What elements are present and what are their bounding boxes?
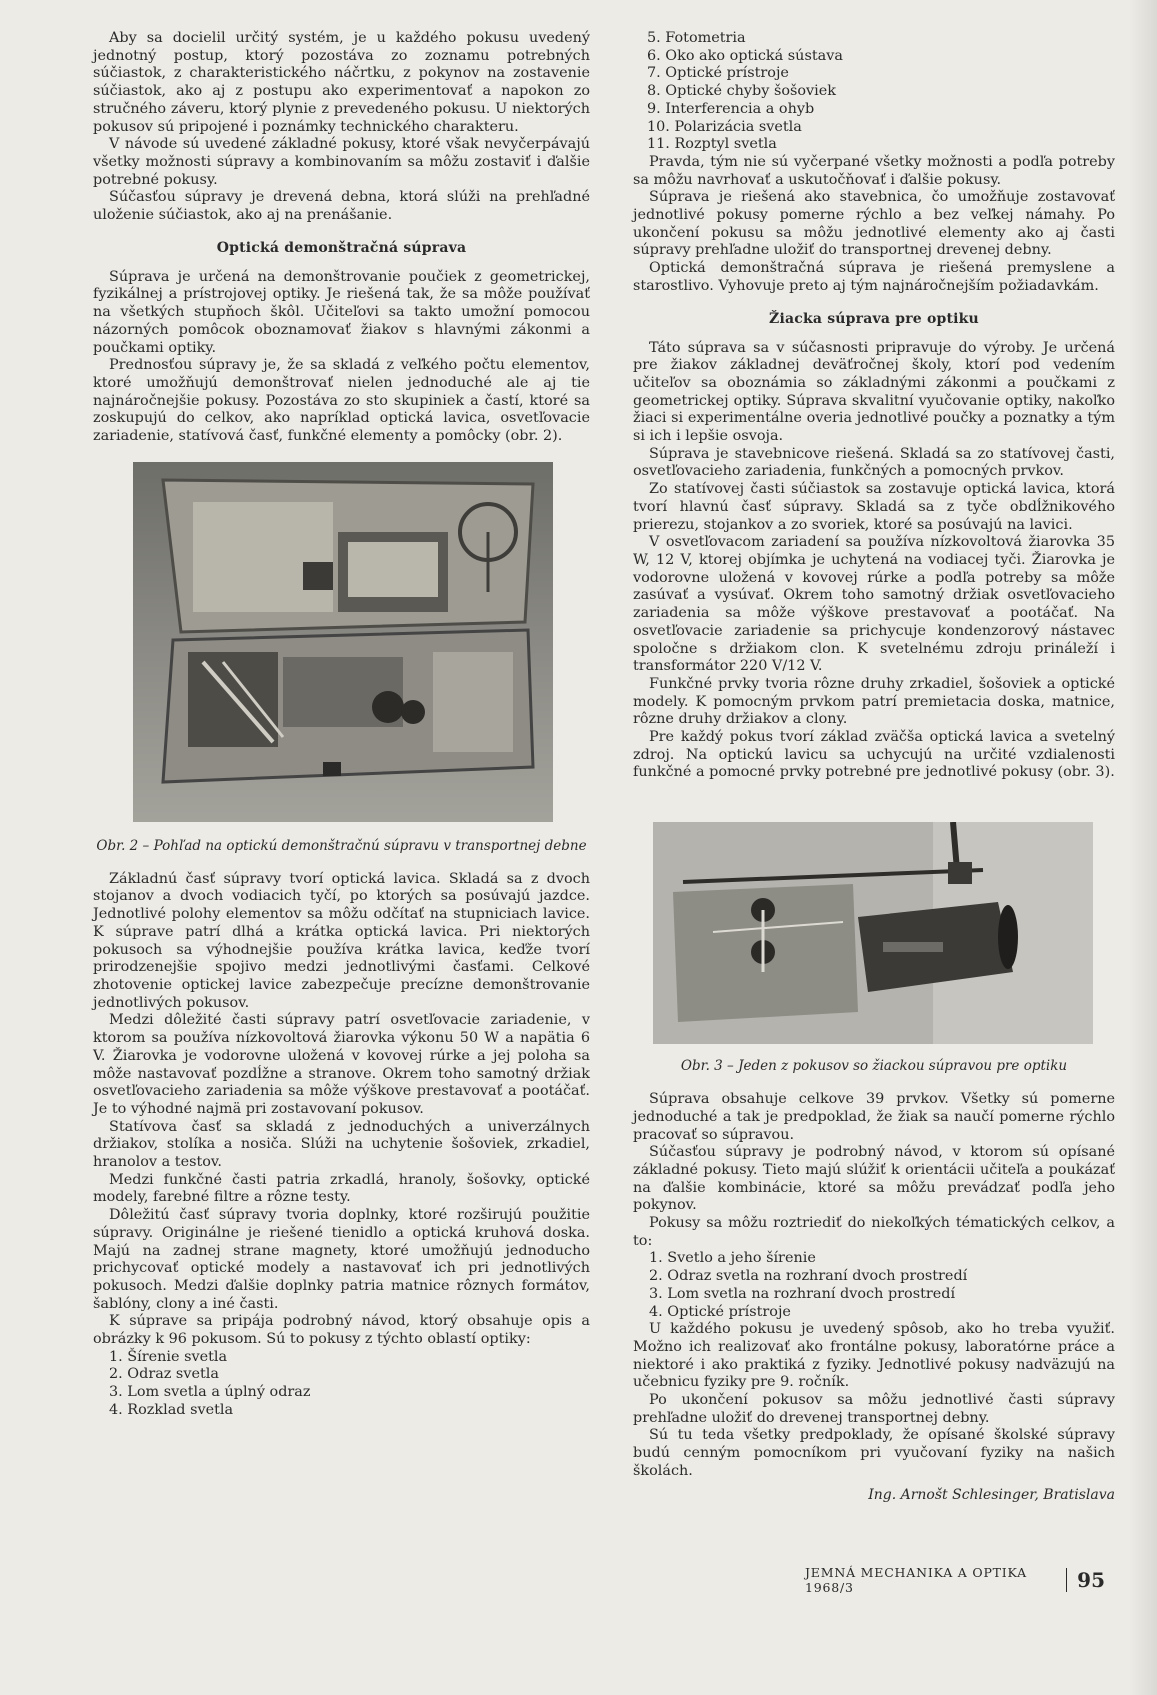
list-item: 4. Rozklad svetla: [109, 1401, 234, 1418]
footer-divider: [1066, 1568, 1067, 1592]
author-signature: Ing. Arnošt Schlesinger, Bratislava: [868, 1486, 1115, 1503]
body-paragraph: Pokusy sa môžu roztriediť do niekoľkých tématických celkov, a to:: [633, 1215, 1115, 1249]
list-item: 3. Lom svetla na rozhraní dvoch prostredí: [649, 1285, 956, 1302]
list-item: 3. Lom svetla a úplný odraz: [109, 1384, 311, 1401]
body-paragraph: Táto súprava sa v súčasnosti pripravuje do výroby. Je určená pre žiakov základnej deväťročnej školy, ktorí pod vedením učiteľov sa oboznámia so základnými zákonmi a poučkami z geometrickej optiky. Súprava skvalitní vyučovanie optiky, nakoľko žiaci si experimentálne overia jednotlivé poučky a poznatky a tým si ich i lepšie osvoja.: [633, 339, 1115, 445]
body-paragraph: Súprava obsahuje celkove 39 prvkov. Všetky sú pomerne jednoduché a tak je predpoklad, že žiak sa naučí pomerne rýchlo pracovať so súpravou.: [633, 1091, 1115, 1143]
body-paragraph: K súprave sa pripája podrobný návod, ktorý obsahuje opis a obrázky k 96 pokusom. Sú to pokusy z týchto oblastí optiky:: [93, 1313, 590, 1348]
body-paragraph: Prednosťou súpravy je, že sa skladá z veľkého počtu elementov, ktoré umožňujú demonštrovať nielen jednoduché ale aj tie najnáročnejšie pokusy. Pozostáva zo sto skupiniek a častí, ktoré sa zoskupujú do celkov, ako napríklad optická lavica, osvetľovacie zariadenie, statívová časť, funkčné elementy a pomôcky (obr. 2).: [93, 357, 590, 445]
intro-paragraph: V návode sú uvedené základné pokusy, ktoré však nevyčerpávajú všetky možnosti súpravy a kombinovaním sa môžu zostaviť i ďalšie potrebné pokusy.: [93, 136, 590, 188]
journal-name: JEMNÁ MECHANIKA A OPTIKA 1968/3: [805, 1565, 1027, 1595]
page-edge-shadow: [1129, 0, 1157, 1695]
intro-paragraph: Aby sa docielil určitý systém, je u každého pokusu uvedený jednotný postup, ktorý pozostáva zo zoznamu potrebných súčiastok, z charakteristického náčrtku, z pokynov na zostavenie súčiastok, ako aj z postupu ako experimentovať a napokon zo stručného záveru, ktorý plynie z prevedeného pokusu. U niektorých pokusov sú pripojené i poznámky technického charakteru.: [93, 30, 590, 135]
list-item: 1. Svetlo a jeho šírenie: [649, 1250, 816, 1267]
list-item: 1. Šírenie svetla: [109, 1348, 228, 1365]
figure-3: [633, 822, 1115, 1075]
right-column: [633, 30, 1115, 1503]
list-item: 5. Fotometria: [647, 30, 746, 46]
photo-optical-kit-in-crate: [133, 462, 553, 822]
body-paragraph: Pre každý pokus tvorí základ zväčša optická lavica a svetelný zdroj. Na optickú lavicu sa uchycujú na určité vzdialenosti funkčné a pomocné prvky potrebné pre jednotlivé pokusy (obr. 3).: [633, 729, 1115, 781]
list-item: 8. Optické chyby šošoviek: [647, 83, 837, 100]
body-paragraph: U každého pokusu je uvedený spôsob, ako ho treba využiť. Možno ich realizovať ako frontálne pokusy, laboratórne práce a niektoré i ako praktiká z fyziky. Jednotlivé pokusy nadväzujú na učebnicu fyziky pre 9. ročník.: [633, 1321, 1115, 1391]
list-item: 2. Odraz svetla na rozhraní dvoch prostredí: [649, 1268, 968, 1285]
body-paragraph: Súprava je stavebnicove riešená. Skladá sa zo statívovej časti, osvetľovacieho zariadenia, funkčných a pomocných prvkov.: [633, 445, 1115, 480]
list-item: 2. Odraz svetla: [109, 1366, 219, 1383]
section-heading-student-kit: Žiacka súprava pre optiku: [769, 310, 979, 327]
page-footer: [805, 1565, 1105, 1595]
list-item: 4. Optické prístroje: [649, 1303, 791, 1320]
body-paragraph: Súčasťou súpravy je podrobný návod, v ktorom sú opísané základné pokusy. Tieto majú slúžiť k orientácii učiteľa a poukázať na ďalšie kombinácie, ktoré sa môžu prevádzať podľa jeho pokynov.: [633, 1144, 1115, 1214]
body-paragraph: Funkčné prvky tvoria rôzne druhy zrkadiel, šošoviek a optické modely. K pomocným prvkom patrí premietacia doska, matnice, rôzne druhy držiakov a clony.: [633, 675, 1115, 728]
photo-student-experiment: [653, 822, 1093, 1044]
list-item: 10. Polarizácia svetla: [647, 118, 802, 135]
optics-topics-list: [93, 1349, 590, 1420]
body-paragraph: Po ukončení pokusov sa môžu jednotlivé časti súpravy prehľadne uložiť do drevenej transportnej debny.: [633, 1392, 1115, 1426]
body-paragraph: Medzi funkčné časti patria zrkadlá, hranoly, šošovky, optické modely, farebné filtre a rôzne testy.: [93, 1171, 590, 1206]
optics-topics-list-continued: [633, 30, 1115, 154]
body-paragraph: Medzi dôležité časti súpravy patrí osvetľovacie zariadenie, v ktorom sa používa nízkovoltová žiarovka výkonu 50 W a napätia 6 V. Žiarovka je vodorovne uložená v kovovej rúrke a jej poloha sa môže nastavovať pozdĺžne a stranove. Okrem toho samotný držiak osvetľovacieho zariadenia sa môže výškove prestavovať a pootáčať. Je to výhodné najmä pri zostavovaní pokusov.: [93, 1012, 590, 1117]
intro-paragraph: Súčasťou súpravy je drevená debna, ktorá slúži na prehľadné uloženie súčiastok, ako aj na prenášanie.: [93, 189, 590, 224]
figure-3-caption: Obr. 3 – Jeden z pokusov so žiackou súpravou pre optiku: [680, 1058, 1068, 1075]
body-paragraph: Zo statívovej časti súčiastok sa zostavuje optická lavica, ktorá tvorí hlavnú časť súpravy. Skladá sa z tyče obdĺžnikového prierezu, stojankov a zo svoriek, ktoré sa posúvajú na lavici.: [633, 481, 1115, 533]
figure-2-caption: Obr. 2 – Pohľad na optickú demonštračnú súpravu v transportnej debne: [96, 837, 587, 854]
body-paragraph: Statívova časť sa skladá z jednoduchých a univerzálnych držiakov, stolíka a nosiča. Slúži na uchytenie šošoviek, zrkadiel, hranolov a testov.: [93, 1118, 590, 1171]
body-paragraph: V osvetľovacom zariadení sa používa nízkovoltová žiarovka 35 W, 12 V, ktorej objímka je uchytená na vodiacej tyči. Žiarovka je vodorovne uložená v kovovej rúrke a podľa potreby sa môže zasúvať a vysúvať. Okrem toho samotný držiak osvetľovacieho zariadenia sa môže výškove prestavovať a pootáčať. Na osvetľovacie zariadenie sa prichycuje kondenzorový nástavec spoločne s držiakom clon. K svetelnému zdroju prináleží i transformátor 220 V/12 V.: [633, 534, 1115, 675]
themes-list: [633, 1250, 1115, 1321]
body-paragraph: Základnú časť súpravy tvorí optická lavica. Skladá sa z dvoch stojanov a dvoch vodiacich tyčí, po ktorých sa posúvajú jazdce. Jednotlivé polohy elementov sa môžu odčítať na stupniciach lavice. K súprave patrí dlhá a krátka optická lavica. Pri niektorých pokusoch sa výhodnejšie používa krátka lavica, keďže tvorí prirodzenejšie spojivo medzi jednotlivými časťami. Celkové zhotovenie optickej lavice zabezpečuje precízne demonštrovanie jednotlivých pokusov.: [93, 870, 590, 1011]
left-column: [93, 30, 590, 1420]
list-item: 9. Interferencia a ohyb: [647, 100, 815, 117]
list-item: 7. Optické prístroje: [647, 65, 789, 82]
body-paragraph: Súprava je určená na demonštrovanie poučiek z geometrickej, fyzikálnej a prístrojovej optiky. Je riešená tak, že sa môže používať na všetkých stupňoch škôl. Učiteľovi sa takto umožní pomocou názorných pomôcok oboznamovať žiakov s hlavnými zákonmi a poučkami optiky.: [93, 268, 590, 356]
section-heading-demo-kit: Optická demonštračná súprava: [216, 239, 467, 256]
figure-2: [93, 462, 590, 855]
body-paragraph: Pravda, tým nie sú vyčerpané všetky možnosti a podľa potreby sa môžu navrhovať a uskutočňovať i ďalšie pokusy.: [633, 153, 1115, 188]
page-number: 95: [1077, 1568, 1105, 1592]
list-item: 6. Oko ako optická sústava: [647, 47, 843, 64]
body-paragraph: Súprava je riešená ako stavebnica, čo umožňuje zostavovať jednotlivé pokusy pomerne rýchlo a bez veľkej námahy. Po ukončení pokusu sa môžu jednotlivé elementy ako aj časti súpravy prehľadne uložiť do transportnej drevenej debny.: [633, 189, 1115, 259]
body-paragraph: Dôležitú časť súpravy tvoria doplnky, ktoré rozširujú použitie súpravy. Originálne je riešené tienidlo a optická kruhová doska. Majú na zadnej strane magnety, ktoré umožňujú jednoducho prichycovať optické modely a nastavovať ich pri jednotlivých pokusoch. Medzi ďalšie doplnky patria matnice rôznych formátov, šablóny, clony a iné časti.: [93, 1207, 590, 1312]
body-paragraph: Optická demonštračná súprava je riešená premyslene a starostlivo. Vyhovuje preto aj tým najnáročnejším požiadavkám.: [633, 260, 1115, 294]
body-paragraph: Sú tu teda všetky predpoklady, že opísané školské súpravy budú cenným pomocníkom pri vyučovaní fyziky na našich školách.: [633, 1427, 1115, 1479]
list-item: 11. Rozptyl svetla: [647, 136, 777, 153]
